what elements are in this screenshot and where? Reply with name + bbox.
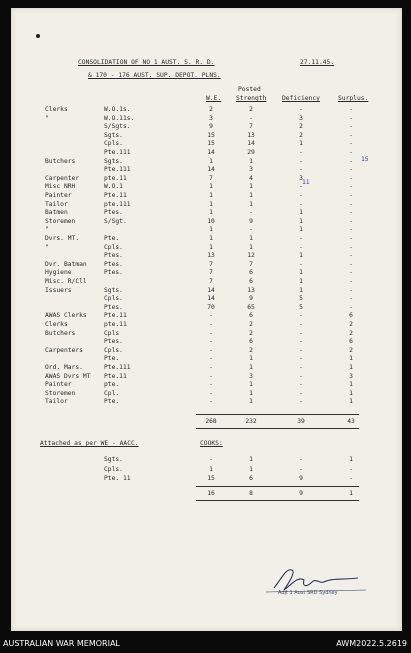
adjutant-stamp: Adjt 1 Aust SRD Sydney — [278, 590, 338, 596]
cell-deficiency: - — [299, 200, 303, 208]
cell-surplus: 2 — [349, 346, 353, 354]
attached-total-strength: 8 — [249, 490, 253, 497]
cell-surplus: 1 — [349, 355, 353, 363]
cell-we: 15 — [207, 140, 215, 148]
attached-cell-we: 15 — [207, 475, 215, 482]
cell-we: 14 — [207, 295, 215, 303]
cell-strength: 3 — [249, 372, 253, 380]
cell-we: - — [209, 389, 213, 397]
cell-deficiency: - — [299, 389, 303, 397]
cell-rank: Ptes. — [104, 209, 123, 217]
cell-rank: Ptes. — [104, 260, 123, 268]
cell-rank: Ptes. — [104, 303, 123, 311]
attached-cell-surplus: - — [349, 475, 353, 482]
cell-deficiency: - — [299, 381, 303, 389]
cell-we: 1 — [209, 209, 213, 217]
cell-trade: AWAS Clerks — [45, 312, 87, 320]
cell-rank: S/Sgts. — [104, 123, 131, 131]
cell-we: 13 — [207, 252, 215, 260]
attached-cell-deficiency: - — [299, 456, 303, 463]
cell-deficiency: 1 — [299, 217, 303, 225]
cell-trade: " — [45, 226, 49, 234]
cell-deficiency: 1 — [299, 286, 303, 294]
cell-strength: 1 — [249, 398, 253, 406]
cell-we: 9 — [209, 123, 213, 131]
cell-we: 7 — [209, 174, 213, 182]
cell-surplus: 6 — [349, 312, 353, 320]
cell-deficiency: - — [299, 329, 303, 337]
cell-we: 70 — [207, 303, 215, 311]
cell-trade: Carpenter — [45, 174, 80, 182]
cell-surplus: - — [349, 123, 353, 131]
cell-strength: 1 — [249, 235, 253, 242]
cell-deficiency: - — [299, 321, 303, 328]
cell-surplus: - — [349, 252, 353, 260]
cell-trade: Storemen — [45, 217, 76, 225]
cell-rank: Ptes. — [104, 252, 123, 260]
cell-strength: - — [249, 209, 253, 217]
cell-trade: Butchers — [45, 157, 76, 165]
cell-strength: 1 — [249, 389, 253, 397]
cell-surplus: - — [349, 226, 353, 234]
cell-rank: Ptes. — [104, 269, 123, 277]
cell-rank: S/Sgt. — [104, 217, 127, 225]
cell-deficiency: - — [299, 166, 303, 174]
attached-cell-rank: Pte. 11 — [104, 475, 131, 482]
cell-strength: - — [249, 114, 253, 122]
cell-rank: Pte.111 — [104, 364, 131, 371]
cell-strength: 9 — [249, 217, 253, 225]
total-strength: 232 — [245, 418, 257, 425]
cell-deficiency: 3 — [299, 174, 303, 182]
handwritten-annotation-15: 15 — [361, 156, 369, 163]
cell-deficiency: - — [299, 355, 303, 363]
cell-surplus: 2 — [349, 329, 353, 337]
document-title: CONSOLIDATION OF NO 1 AUST. S. R. D. — [78, 59, 215, 66]
col-deficiency-header: Deficiency — [282, 95, 320, 102]
cell-surplus: - — [349, 174, 353, 182]
cell-trade: Clerks — [45, 321, 68, 328]
attached-cell-strength: 1 — [249, 456, 253, 463]
cell-rank: pte.11 — [104, 321, 127, 328]
cell-strength: 29 — [247, 149, 255, 156]
cell-trade: Storemen — [45, 389, 76, 397]
cell-rank: pte.111 — [104, 200, 131, 208]
attached-cell-strength: 6 — [249, 475, 253, 482]
cell-rank: Pte. — [104, 355, 120, 363]
cell-we: 7 — [209, 278, 213, 285]
cell-deficiency: - — [299, 183, 303, 191]
cell-deficiency: 3 — [299, 114, 303, 122]
cell-strength: 3 — [249, 166, 253, 174]
cell-surplus: - — [349, 286, 353, 294]
cell-deficiency: 1 — [299, 278, 303, 285]
cell-trade: Misc. R/Cll — [45, 278, 87, 285]
cell-rank: Sgts. — [104, 131, 123, 139]
cell-we: 3 — [209, 114, 213, 122]
cell-surplus: - — [349, 269, 353, 277]
cell-strength: 13 — [247, 131, 255, 139]
cell-we: 1 — [209, 235, 213, 242]
cell-deficiency: - — [299, 312, 303, 320]
cell-strength: 4 — [249, 174, 253, 182]
cell-strength: 2 — [249, 321, 253, 328]
cell-surplus: - — [349, 260, 353, 268]
cell-deficiency: - — [299, 106, 303, 113]
cell-surplus: - — [349, 295, 353, 303]
cell-strength: 2 — [249, 346, 253, 354]
attached-cell-deficiency: - — [299, 465, 303, 473]
attached-cell-deficiency: 9 — [299, 475, 303, 482]
cell-strength: 1 — [249, 200, 253, 208]
cell-strength: 6 — [249, 338, 253, 346]
cell-strength: 14 — [247, 140, 255, 148]
cell-deficiency: - — [299, 372, 303, 380]
cell-surplus: - — [349, 303, 353, 311]
cell-deficiency: - — [299, 346, 303, 354]
cell-surplus: - — [349, 192, 353, 199]
cell-rank: Cpls. — [104, 346, 123, 354]
cell-trade: Clerks — [45, 106, 68, 113]
punch-hole — [36, 34, 40, 38]
cell-rank: Pte.111 — [104, 149, 131, 156]
cell-rank: Cpls. — [104, 295, 123, 303]
cell-rank: Pte.11 — [104, 192, 127, 199]
cell-we: - — [209, 329, 213, 337]
cell-rank: Pte.111 — [104, 166, 131, 174]
cell-strength: 12 — [247, 252, 255, 260]
footer-institution: AUSTRALIAN WAR MEMORIAL — [3, 639, 120, 648]
attached-cell-rank: Sgts. — [104, 456, 123, 463]
attached-total-deficiency: 9 — [299, 490, 303, 497]
cell-rank: Sgts. — [104, 157, 123, 165]
cell-trade: " — [45, 243, 49, 251]
cell-surplus: 1 — [349, 398, 353, 406]
cell-we: - — [209, 338, 213, 346]
cell-surplus: - — [349, 209, 353, 217]
cell-deficiency: 2 — [299, 131, 303, 139]
attached-label: Attached as per WE - AACC. — [40, 440, 139, 447]
cooks-label: COOKS: — [200, 440, 223, 447]
cell-deficiency: - — [299, 338, 303, 346]
cell-surplus: - — [349, 149, 353, 156]
cell-we: 15 — [207, 131, 215, 139]
cell-trade: Hygiene — [45, 269, 72, 277]
cell-we: - — [209, 312, 213, 320]
cell-trade: Issuers — [45, 286, 72, 294]
cell-surplus: 6 — [349, 338, 353, 346]
cell-trade: Ord. Mars. — [45, 364, 83, 371]
cell-strength: 65 — [247, 303, 255, 311]
attached-rule-top — [196, 486, 359, 487]
cell-deficiency: 1 — [299, 209, 303, 217]
cell-surplus: 1 — [349, 389, 353, 397]
cell-we: - — [209, 398, 213, 406]
cell-deficiency: 5 — [299, 295, 303, 303]
cell-we: 1 — [209, 183, 213, 191]
cell-we: 1 — [209, 243, 213, 251]
cell-strength: 1 — [249, 157, 253, 165]
cell-trade: Misc NRH — [45, 183, 76, 191]
cell-surplus: - — [349, 200, 353, 208]
cell-strength: 13 — [247, 286, 255, 294]
cell-we: 2 — [209, 106, 213, 113]
cell-rank: Cpls. — [104, 243, 123, 251]
cell-strength: 6 — [249, 278, 253, 285]
cell-strength: 6 — [249, 312, 253, 320]
footer-accession-number: AWM2022.5.2619 — [336, 639, 407, 648]
cell-trade: Butchers — [45, 329, 76, 337]
cell-rank: Ptes. — [104, 338, 123, 346]
cell-trade: Tailor — [45, 200, 68, 208]
cell-deficiency: - — [299, 149, 303, 156]
cell-trade: Dvr. Batman — [45, 260, 87, 268]
cell-strength: 1 — [249, 381, 253, 389]
cell-rank: Pte.11 — [104, 312, 127, 320]
cell-we: - — [209, 364, 213, 371]
attached-cell-rank: Cpls. — [104, 465, 123, 473]
attached-rule-bottom — [196, 500, 359, 501]
cell-surplus: - — [349, 243, 353, 251]
col-posted-label: Posted — [238, 86, 261, 93]
cell-deficiency: - — [299, 235, 303, 242]
cell-trade: AWAS Dvrs MT — [45, 372, 91, 380]
cell-strength: 1 — [249, 355, 253, 363]
col-strength-header: Strength — [236, 95, 267, 102]
cell-deficiency: 1 — [299, 226, 303, 234]
cell-strength: 9 — [249, 295, 253, 303]
cell-surplus: - — [349, 114, 353, 122]
cell-we: - — [209, 321, 213, 328]
cell-we: 10 — [207, 217, 215, 225]
cell-deficiency: - — [299, 260, 303, 268]
cell-surplus: - — [349, 106, 353, 113]
cell-rank: Sgts. — [104, 286, 123, 294]
cell-we: 7 — [209, 260, 213, 268]
cell-rank: Pte. — [104, 398, 120, 406]
cell-surplus: 1 — [349, 381, 353, 389]
attached-cell-we: 1 — [209, 465, 213, 473]
document-subtitle: & 170 - 176 AUST. SUP. DEPOT. PLNS. — [88, 72, 221, 79]
cell-we: 14 — [207, 166, 215, 174]
cell-surplus: - — [349, 183, 353, 191]
attached-cell-we: - — [209, 456, 213, 463]
document-date: 27.11.45. — [300, 59, 335, 66]
cell-deficiency: 2 — [299, 123, 303, 131]
cell-deficiency: - — [299, 192, 303, 199]
cell-we: - — [209, 355, 213, 363]
cell-surplus: 2 — [349, 321, 353, 328]
attached-total-we: 16 — [207, 490, 215, 497]
cell-surplus: 3 — [349, 372, 353, 380]
cell-surplus: - — [349, 166, 353, 174]
handwritten-annotation-11: 11 — [302, 179, 310, 186]
cell-rank: W.O.11s. — [104, 114, 135, 122]
cell-we: 1 — [209, 192, 213, 199]
cell-deficiency: - — [299, 398, 303, 406]
attached-cell-strength: 1 — [249, 465, 253, 473]
col-surplus-header: Surplus. — [338, 95, 369, 102]
cell-rank: Pte. — [104, 235, 120, 242]
cell-surplus: - — [349, 140, 353, 148]
cell-trade: Carpenters — [45, 346, 83, 354]
cell-we: 1 — [209, 200, 213, 208]
cell-strength: 1 — [249, 183, 253, 191]
cell-we: 14 — [207, 149, 215, 156]
cell-trade: Batmen — [45, 209, 68, 217]
cell-strength: 1 — [249, 364, 253, 371]
cell-strength: 7 — [249, 260, 253, 268]
cell-we: 7 — [209, 269, 213, 277]
cell-trade: " — [45, 114, 49, 122]
total-we: 268 — [205, 418, 217, 425]
cell-deficiency: 5 — [299, 303, 303, 311]
cell-deficiency: - — [299, 157, 303, 165]
cell-trade: Painter — [45, 192, 72, 199]
cell-we: 1 — [209, 226, 213, 234]
cell-we: - — [209, 346, 213, 354]
total-deficiency: 39 — [297, 418, 305, 425]
cell-strength: 2 — [249, 106, 253, 113]
cell-rank: Cpls. — [104, 140, 123, 148]
cell-deficiency: 1 — [299, 140, 303, 148]
cell-trade: Painter — [45, 381, 72, 389]
total-surplus: 43 — [347, 418, 355, 425]
cell-surplus: - — [349, 157, 353, 165]
cell-we: 14 — [207, 286, 215, 294]
cell-strength: - — [249, 226, 253, 234]
cell-rank: pte. — [104, 381, 120, 389]
cell-surplus: - — [349, 235, 353, 242]
cell-surplus: - — [349, 131, 353, 139]
cell-strength: 2 — [249, 329, 253, 337]
cell-rank: Cpl. — [104, 389, 120, 397]
cell-rank: Cpls — [104, 329, 120, 337]
cell-strength: 6 — [249, 269, 253, 277]
cell-deficiency: - — [299, 243, 303, 251]
attached-total-surplus: 1 — [349, 490, 353, 497]
cell-surplus: - — [349, 217, 353, 225]
attached-cell-surplus: - — [349, 465, 353, 473]
cell-strength: 1 — [249, 192, 253, 199]
cell-rank: pte.11 — [104, 174, 127, 182]
cell-strength: 7 — [249, 123, 253, 131]
cell-deficiency: 1 — [299, 269, 303, 277]
cell-trade: Tailor — [45, 398, 68, 406]
cell-rank: Pte.11 — [104, 372, 127, 380]
cell-we: - — [209, 372, 213, 380]
totals-rule-bottom — [196, 428, 359, 429]
cell-surplus: - — [349, 278, 353, 285]
cell-deficiency: 1 — [299, 252, 303, 260]
cell-deficiency: - — [299, 364, 303, 371]
cell-we: - — [209, 381, 213, 389]
attached-cell-surplus: 1 — [349, 456, 353, 463]
cell-rank: W.O.1s. — [104, 106, 131, 113]
totals-rule-top — [196, 414, 359, 415]
cell-trade: Dvrs. MT. — [45, 235, 80, 242]
cell-we: 1 — [209, 157, 213, 165]
cell-rank: W.O.1 — [104, 183, 123, 191]
cell-surplus: 1 — [349, 364, 353, 371]
col-we-header: W.E. — [206, 95, 222, 102]
cell-strength: 1 — [249, 243, 253, 251]
